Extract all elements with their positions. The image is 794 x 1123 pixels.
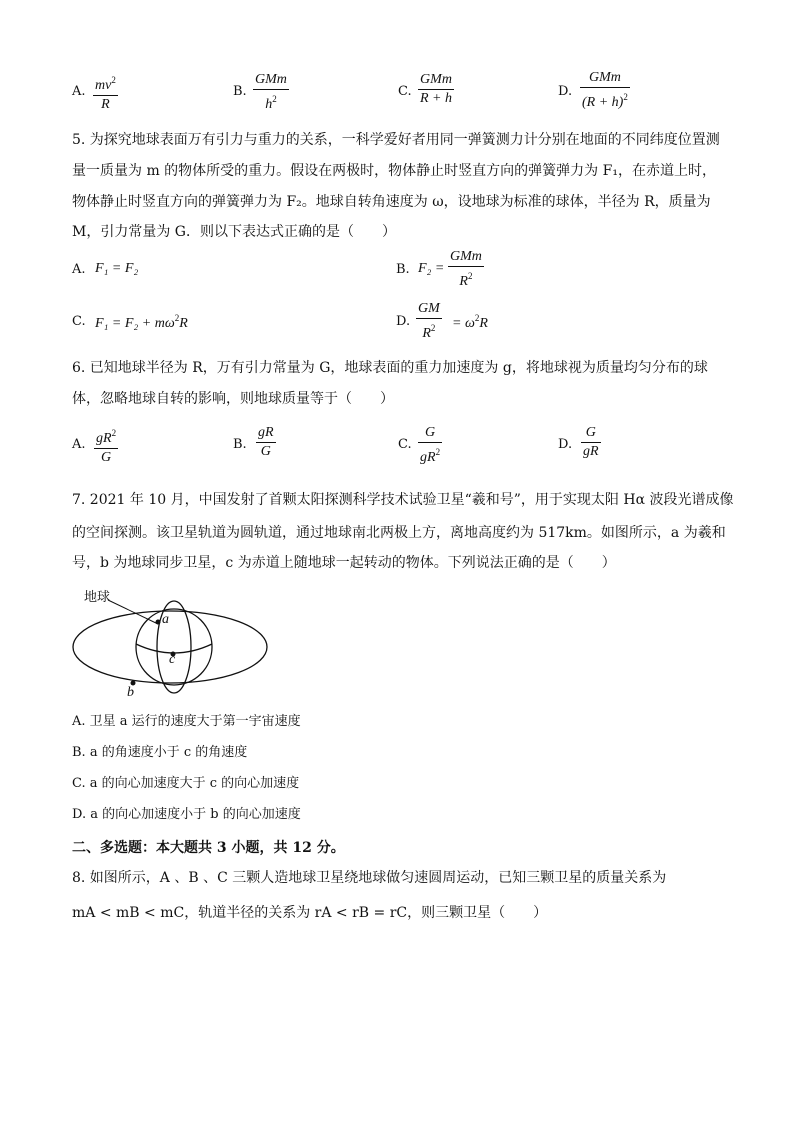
q7-option-c: C. a 的向心加速度大于 c 的向心加速度 [72, 776, 300, 791]
q6-option-b-label: B. [233, 437, 247, 452]
q7-option-d: D. a 的向心加速度小于 b 的向心加速度 [72, 807, 301, 822]
q4-option-d-fraction: GMm $(R + h)^2$ [582, 70, 628, 110]
q4-option-a-label: A. [72, 84, 86, 99]
earth-label: 地球 [84, 590, 111, 605]
q7-line-1: 7. 2021 年 10 月，中国发射了首颗太阳探测科学技术试验卫星“羲和号”，用于实现太阳 Hα 波段光谱成像 [72, 492, 734, 508]
orbit-b-ellipse [73, 611, 267, 683]
q5-option-d-right: = $\omega^2R$ [452, 313, 488, 331]
q5-option-a-label: A. [72, 262, 86, 277]
section-2-title: 二、多选题：本大题共 3 小题，共 12 分。 [72, 840, 345, 856]
q4-option-d-label: D. [558, 84, 573, 99]
q5-option-b-left: F₂ = [418, 261, 445, 276]
q6-option-d-fraction: G gR [583, 425, 599, 459]
q5-option-d-fraction: GM $R^2$ [418, 301, 440, 341]
label-c: c [169, 652, 176, 667]
q6-option-a-fraction: $gR^2$ G [96, 428, 117, 465]
q6-line-1: 6. 已知地球半径为 R，万有引力常量为 G，地球表面的重力加速度为 g，将地球视为质量均匀分布的球 [72, 360, 708, 376]
q5-option-d-label: D. [396, 314, 411, 329]
q5-line-4: M，引力常量为 G．则以下表达式正确的是（ ） [72, 224, 396, 240]
q5-line-1: 5. 为探究地球表面万有引力与重力的关系，一科学爱好者用同一弹簧测力计分别在地面的不同纬度位置测 [72, 132, 720, 148]
q4-option-a-fraction: $mv^2$ R [95, 75, 116, 112]
q7-option-a: A. 卫星 a 运行的速度大于第一宇宙速度 [72, 714, 301, 729]
q7-line-3: 号，b 为地球同步卫星，c 为赤道上随地球一起转动的物体。下列说法正确的是（ ） [72, 555, 616, 571]
q6-line-2: 体，忽略地球自转的影响，则地球质量等于（ ） [72, 391, 394, 407]
q4-option-c-fraction: GMm R + h [420, 72, 452, 106]
q8-line-1: 8. 如图所示，A 、B 、C 三颗人造地球卫星绕地球做匀速圆周运动，已知三颗卫星的质量关系为 [72, 870, 667, 886]
q6-option-a-label: A. [72, 437, 86, 452]
q4-option-b-fraction: GMm $h^2$ [255, 72, 287, 112]
q5-option-a-expr: F₁ = F₂ [95, 261, 139, 276]
q5-option-c-expr: $F_1 = F_2 + m\omega^2R$ [95, 313, 188, 331]
q5-line-3: 物体静止时竖直方向的弹簧弹力为 F₂。地球自转角速度为 ω，设地球为标准的球体，半径为 R，质量为 [72, 194, 711, 210]
label-b: b [127, 685, 134, 700]
q6-option-c-label: C. [398, 437, 412, 452]
q6-option-b-fraction: gR G [258, 425, 274, 459]
q7-option-b: B. a 的角速度小于 c 的角速度 [72, 745, 248, 760]
label-a: a [162, 612, 169, 627]
q6-option-d-label: D. [558, 437, 573, 452]
q5-line-2: 量一质量为 m 的物体所受的重力。假设在两极时，物体静止时竖直方向的弹簧弹力为 F₁，在赤道上时， [72, 163, 716, 179]
q5-option-b-fraction: GMm $R^2$ [450, 249, 482, 289]
q6-option-c-fraction: G $gR^2$ [420, 425, 441, 465]
earth-circle [136, 609, 212, 685]
q5-option-c-label: C. [72, 314, 86, 329]
q7-line-2: 的空间探测。该卫星轨道为圆轨道，通过地球南北两极上方，离地高度约为 517km。如图所示，a 为羲和 [72, 525, 726, 541]
point-a [156, 620, 161, 625]
q5-option-b-label: B. [396, 262, 410, 277]
q4-option-b-label: B. [233, 84, 247, 99]
q8-line-2: mA < mB < mC，轨道半径的关系为 rA < rB = rC，则三颗卫星（ ） [72, 905, 548, 921]
q4-option-c-label: C. [398, 84, 412, 99]
